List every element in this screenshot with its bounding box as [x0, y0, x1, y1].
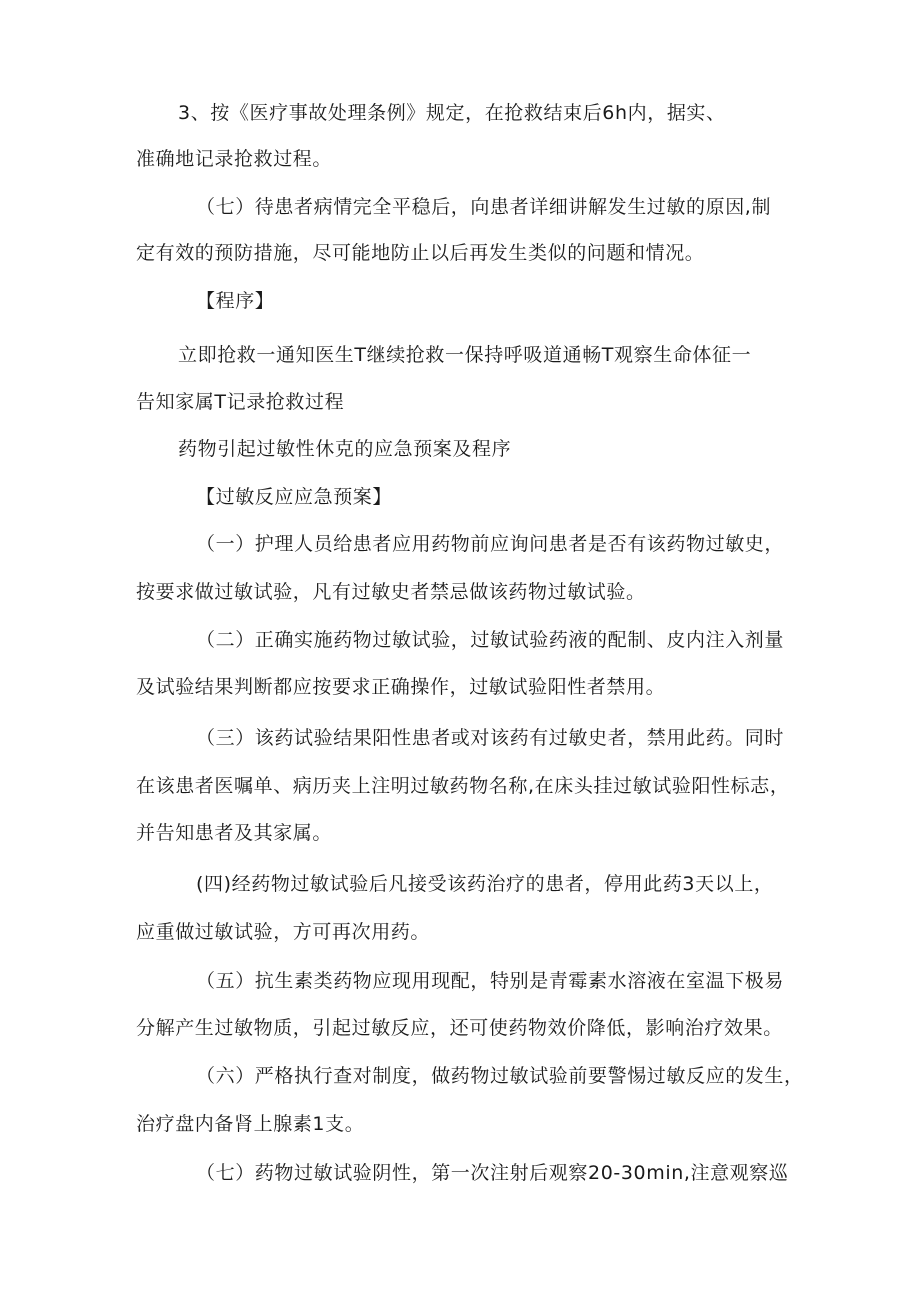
paragraph-line: （三）该药试验结果阳性患者或对该药有过敏史者，禁用此药。同时 [196, 727, 785, 749]
paragraph-line: 准确地记录抢救过程。 [136, 148, 333, 170]
paragraph-line: 并告知患者及其家属。 [136, 822, 333, 844]
paragraph-line: （二）正确实施药物过敏试验，过敏试验药液的配制、皮内注入剂量 [196, 629, 785, 651]
paragraph-line: 3、按《医疗事故处理条例》规定，在抢救结束后6h内，据实、 [178, 102, 726, 124]
paragraph-line: 治疗盘内备肾上腺素1支。 [136, 1113, 365, 1135]
paragraph-line: 及试验结果判断都应按要求正确操作，过敏试验阳性者禁用。 [136, 676, 666, 698]
paragraph-line: （七）待患者病情完全平稳后，向患者详细讲解发生过敏的原因,制 [196, 196, 772, 218]
section-heading: 【程序】 [196, 290, 275, 312]
paragraph-line: 立即抢救一通知医生T继续抢救一保持呼吸道通畅T观察生命体征一 [178, 344, 752, 366]
section-title: 药物引起过敏性休克的应急预案及程序 [178, 438, 512, 460]
paragraph-line: 应重做过敏试验，方可再次用药。 [136, 921, 431, 943]
paragraph-line: （五）抗生素类药物应现用现配，特别是青霉素水溶液在室温下极易 [196, 970, 785, 992]
paragraph-line: (四)经药物过敏试验后凡接受该药治疗的患者，停用此药3天以上， [196, 873, 774, 895]
paragraph-line: （六）严格执行查对制度，做药物过敏试验前要警惕过敏反应的发生， [196, 1065, 804, 1087]
paragraph-line: 告知家属T记录抢救过程 [136, 391, 345, 413]
paragraph-line: 定有效的预防措施，尽可能地防止以后再发生类似的问题和情况。 [136, 242, 705, 264]
paragraph-line: 分解产生过敏物质，引起过敏反应，还可使药物效价降低，影响治疗效果。 [136, 1017, 783, 1039]
paragraph-line: 在该患者医嘱单、病历夹上注明过敏药物名称,在床头挂过敏试验阳性标志， [136, 775, 790, 797]
section-heading: 【过敏反应应急预案】 [196, 486, 393, 508]
paragraph-line: （七）药物过敏试验阴性，第一次注射后观察20-30min,注意观察巡 [196, 1162, 789, 1184]
paragraph-line: （一）护理人员给患者应用药物前应询问患者是否有该药物过敏史， [196, 533, 785, 555]
paragraph-line: 按要求做过敏试验，凡有过敏史者禁忌做该药物过敏试验。 [136, 581, 646, 603]
